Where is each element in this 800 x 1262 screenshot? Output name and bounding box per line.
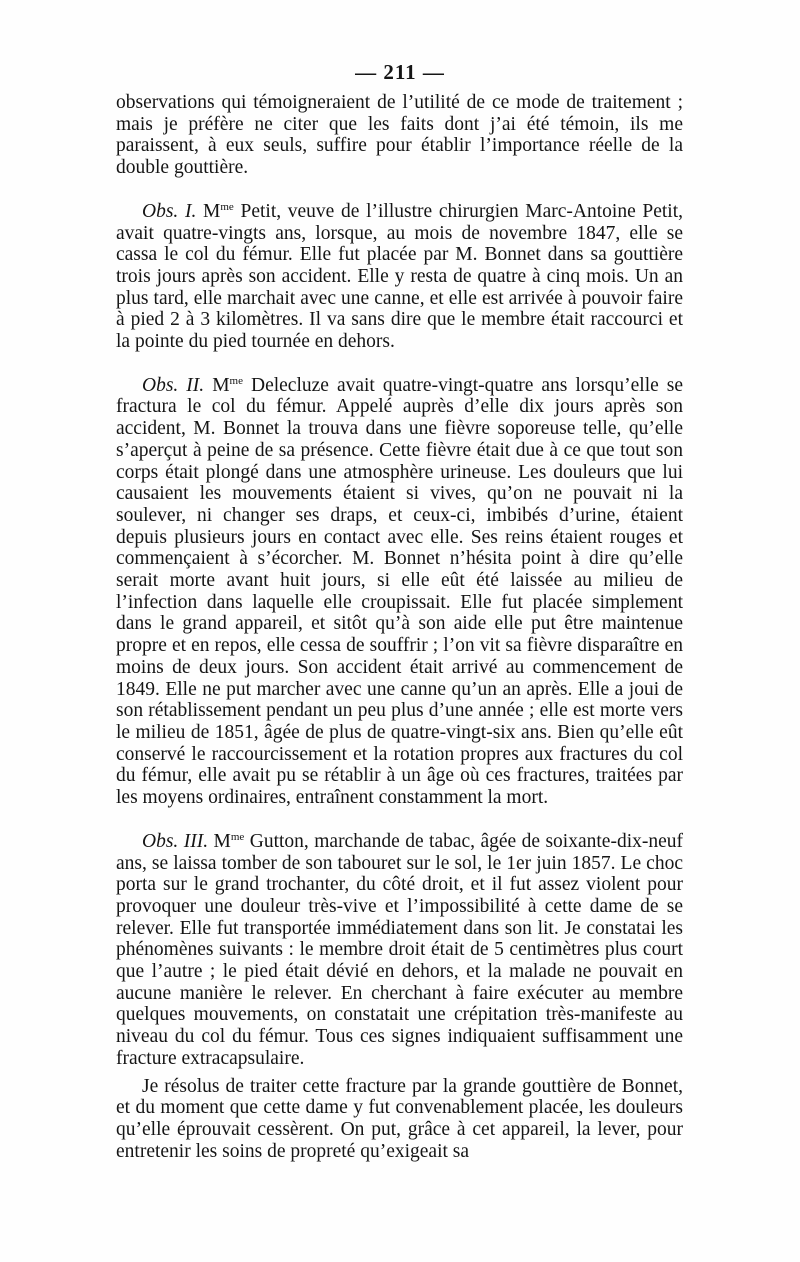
observation-2 bbox=[116, 375, 683, 809]
paragraph-final: Je résolus de traiter cette fracture par la grande gouttière de Bonnet, et du moment que cette dame y fut convenablement placée, les douleurs qu’elle éprouvait cessèrent. On put, grâce à cet appareil, la lever, pour entretenir les soins de propreté qu’exigeait sa bbox=[116, 1075, 683, 1162]
honorific bbox=[212, 375, 243, 396]
observation-1 bbox=[116, 201, 683, 353]
observation-label: Obs. I. bbox=[142, 200, 197, 222]
honorific-superscript: me bbox=[229, 374, 243, 387]
honorific bbox=[214, 831, 245, 852]
honorific-letter: M bbox=[212, 374, 230, 396]
observation-text: Petit, veuve de l’illustre chirurgien Marc-Antoine Petit, avait quatre-vingts ans, lorsque, au mois de novembre 1847, elle se cassa le col du fémur. Elle fut placée par M. Bonnet dans sa gouttière trois jours après son accident. Elle y resta de quatre à cinq mois. Un an plus tard, elle marchait avec une canne, et elle est arrivée à pouvoir faire à pied 2 à 3 kilomètres. Il va sans dire que le membre était raccourci et la pointe du pied tournée en dehors. bbox=[116, 200, 684, 353]
paragraph-continuation: observations qui témoigneraient de l’utilité de ce mode de traitement ; mais je préfère ne citer que les faits dont j’ai été témoin, ils me paraissent, à eux seuls, suffire pour établir l’importance réelle de la double gouttière. bbox=[116, 92, 683, 179]
observation-3 bbox=[116, 831, 683, 1070]
honorific bbox=[203, 201, 234, 222]
observation-label: Obs. III. bbox=[142, 830, 209, 852]
honorific-letter: M bbox=[203, 200, 221, 222]
paragraph-spacer bbox=[116, 179, 683, 201]
observation-text: Gutton, marchande de tabac, âgée de soixante-dix-neuf ans, se laissa tomber de son tabouret sur le sol, le 1er juin 1857. Le choc porta sur le grand trochanter, du côté droit, et il fut assez violent pour provoquer une douleur très-vive et l’impossibilité à cette dame de se relever. Elle fut transportée immédiatement dans son lit. Je constatai les phénomènes suivants : le membre droit était de 5 centimètres plus court que l’autre ; le pied était dévié en dehors, et la malade ne pouvait en aucune manière le relever. En cherchant à faire exécuter au membre quelques mouvements, on constatait une crépitation très-manifeste au niveau du col du fémur. Tous ces signes indiquaient suffisamment une fracture extracapsulaire. bbox=[116, 830, 684, 1069]
paragraph-spacer bbox=[116, 809, 683, 831]
body-text bbox=[116, 92, 683, 1162]
honorific-superscript: me bbox=[230, 830, 245, 843]
paragraph-spacer bbox=[116, 353, 683, 375]
honorific-superscript: me bbox=[220, 200, 234, 213]
observation-label: Obs. II. bbox=[142, 374, 205, 396]
observation-text: Delecluze avait quatre-vingt-quatre ans lorsqu’elle se fractura le col du fémur. Appelé auprès d’elle dix jours après son accident, M. Bonnet la trouva dans une fièvre soporeuse telle, qu’elle s’aperçut à peine de sa présence. Cette fièvre était due à ce que tout son corps était plongé dans une atmosphère urineuse. Les douleurs que lui causaient les mouvements étaient si vives, qu’on ne pouvait ni la soulever, ni changer ses draps, et ceux-ci, imbibés d’urine, étaient depuis plusieurs jours en contact avec elle. Ses reins étaient rouges et commençaient à s’écorcher. M. Bonnet n’hésita point à dire qu’elle serait morte avant huit jours, si elle eût été laissée au milieu de l’infection dans laquelle elle croupissait. Elle fut placée simplement dans le grand appareil, et sitôt qu’à son aide elle put être maintenue propre et en repos, elle cessa de souffrir ; l’on vit sa fièvre disparaître en moins de deux jours. Son accident était arrivé au commencement de 1849. Elle ne put marcher avec une canne qu’un an après. Elle a joui de son rétablissement pendant un peu plus d’une année ; elle est morte vers le milieu de 1851, âgée de plus de quatre-vingt-six ans. Bien qu’elle eût conservé le raccourcissement et la rotation propres aux fractures du col du fémur, elle avait pu se rétablir à un âge où ces fractures, traitées par les moyens ordinaires, entraînent constamment la mort. bbox=[116, 374, 684, 809]
honorific-letter: M bbox=[213, 830, 231, 852]
page-number: — 211 — bbox=[355, 60, 445, 84]
